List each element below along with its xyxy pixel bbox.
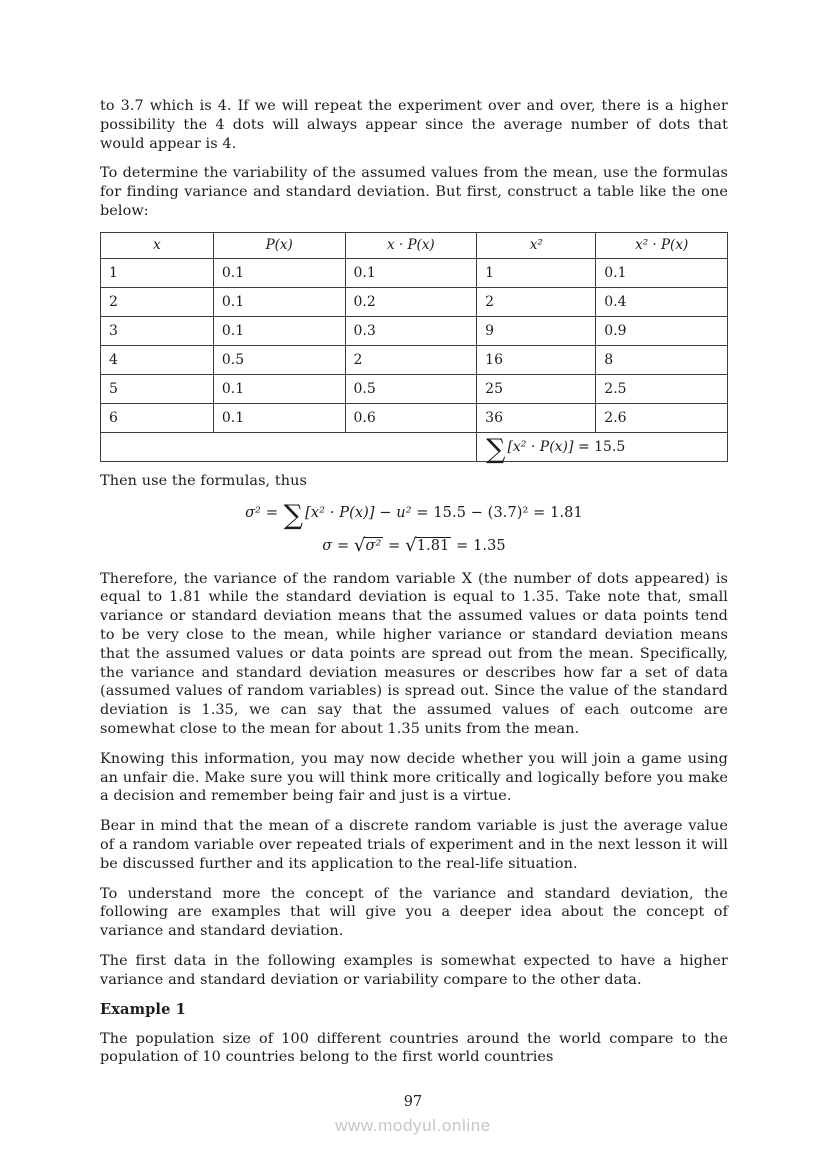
page-content [100,97,728,1078]
table-cell: 9 [477,316,596,345]
formula-intro: Then use the formulas, thus [100,472,308,489]
paragraph-first-data: The first data in the following examples is somewhat expected to have a higher variance and standard deviation or variability compare to the other data. [100,952,728,988]
table-cell: 0.1 [213,403,345,432]
variance-lhs: σ² [245,504,262,521]
equals-sign: = [456,537,469,554]
stdev-formula [100,535,728,556]
variance-formula: σ² = ∑ [x² · P(x)] − u² = 15.5 − (3.7)² = 1.81 [245,499,583,531]
empty-cell [101,432,477,461]
watermark: www.modyul.online [335,1116,491,1135]
page-number: 97 [403,1094,423,1110]
equals-sign: = [388,537,401,554]
table-cell: 1 [101,258,214,287]
sum-value: = 15.5 [577,438,626,455]
table-cell: 0.9 [596,316,728,345]
table-row [101,345,728,374]
table-cell: 0.1 [213,374,345,403]
paragraph-example-description: The population size of 100 different countries around the world compare to the population of 10 countries belong to the first world countries [100,1030,728,1066]
table-cell: 5 [101,374,214,403]
paragraph-knowing: Knowing this information, you may now decide whether you will join a game using an unfair die. Make sure you will think more critically and logically before you make a decision and remember being fair and just is a virtue. [100,750,728,805]
stdev-radicand-sigma: σ² [365,537,382,554]
table-row [101,316,728,345]
table-cell: 36 [477,403,596,432]
col-header-x2-px: x² · P(x) [596,232,728,258]
table-cell: 25 [477,374,596,403]
paragraph-repeat-experiment: to 3.7 which is 4. If we will repeat the experiment over and over, there is a higher possibility the 4 dots will always appear since the average number of dots that would appear is 4. [100,98,728,152]
variance-expression: [x² · P(x)] − u² [305,504,412,521]
table-cell: 2.5 [596,374,728,403]
sum-row [101,432,728,461]
table-cell: 2.6 [596,403,728,432]
table-cell: 0.5 [213,345,345,374]
table-cell: 0.1 [213,287,345,316]
stdev-radicand-value: 1.81 [416,537,450,554]
paragraph-therefore: Therefore, the variance of the random variable X (the number of dots appeared) is equal to 1.81 while the standard deviation is equal to 1.35. Take note that, small variance or standard deviation means that the assumed values or data points tend to be very close to the mean, while higher variance or standard deviation means that the assumed values or data points are spread out from the mean. Specifically, the variance and standard deviation measures or describes how far a set of data (assumed values of random variables) is spread out. Since the value of the standard deviation is 1.35, we can say that the assumed values of each outcome are somewhat close to the mean for about 1.35 units from the mean. [100,570,728,737]
table-cell: 0.1 [345,258,477,287]
table-cell: 0.2 [345,287,477,316]
col-header-x2: x² [477,232,596,258]
radical-icon: √ [353,534,366,556]
table-cell: 4 [101,345,214,374]
table-cell: 0.5 [345,374,477,403]
table-cell: 0.1 [213,316,345,345]
sum-cell: ∑ [x² · P(x)] = 15.5 [477,432,728,461]
stdev-lhs: σ [322,537,333,554]
equals-sign: = [265,504,279,521]
table-cell: 16 [477,345,596,374]
table-cell: 0.1 [213,258,345,287]
example-heading: Example 1 [100,1000,186,1018]
col-header-px: P(x) [213,232,345,258]
table-cell: 0.6 [345,403,477,432]
table-cell: 0.1 [596,258,728,287]
table-cell: 1 [477,258,596,287]
table-cell: 2 [101,287,214,316]
paragraph-determine-variability: To determine the variability of the assumed values from the mean, use the formulas for finding variance and standard deviation. But first, construct a table like the one below: [100,165,728,219]
table-cell: 2 [345,345,477,374]
paragraph-understand-more: To understand more the concept of the variance and standard deviation, the following are examples that will give you a deeper idea about the concept of variance and standard deviation. [100,885,728,940]
table-cell: 8 [596,345,728,374]
stdev-result: 1.35 [473,537,506,554]
table-cell: 2 [477,287,596,316]
equals-sign: = [336,537,350,554]
table-header-row [101,232,728,258]
variance-result: = 15.5 − (3.7)² = 1.81 [416,504,583,521]
table-cell: 3 [101,316,214,345]
table-cell: 0.4 [596,287,728,316]
radical-icon: √ [405,534,417,556]
table-row [101,287,728,316]
table-row [101,403,728,432]
table-cell: 6 [101,403,214,432]
col-header-x: x [101,232,214,258]
table-row [101,258,728,287]
probability-distribution-table [100,232,728,465]
table-cell: 0.3 [345,316,477,345]
sum-expression: [x² · P(x)] [507,438,574,455]
col-header-x-px: x · P(x) [345,232,477,258]
paragraph-bear-in-mind: Bear in mind that the mean of a discrete random variable is just the average value of a random variable over repeated trials of experiment and in the next lesson it will be discussed further and its application to the real-life situation. [100,818,728,872]
table-row [101,374,728,403]
